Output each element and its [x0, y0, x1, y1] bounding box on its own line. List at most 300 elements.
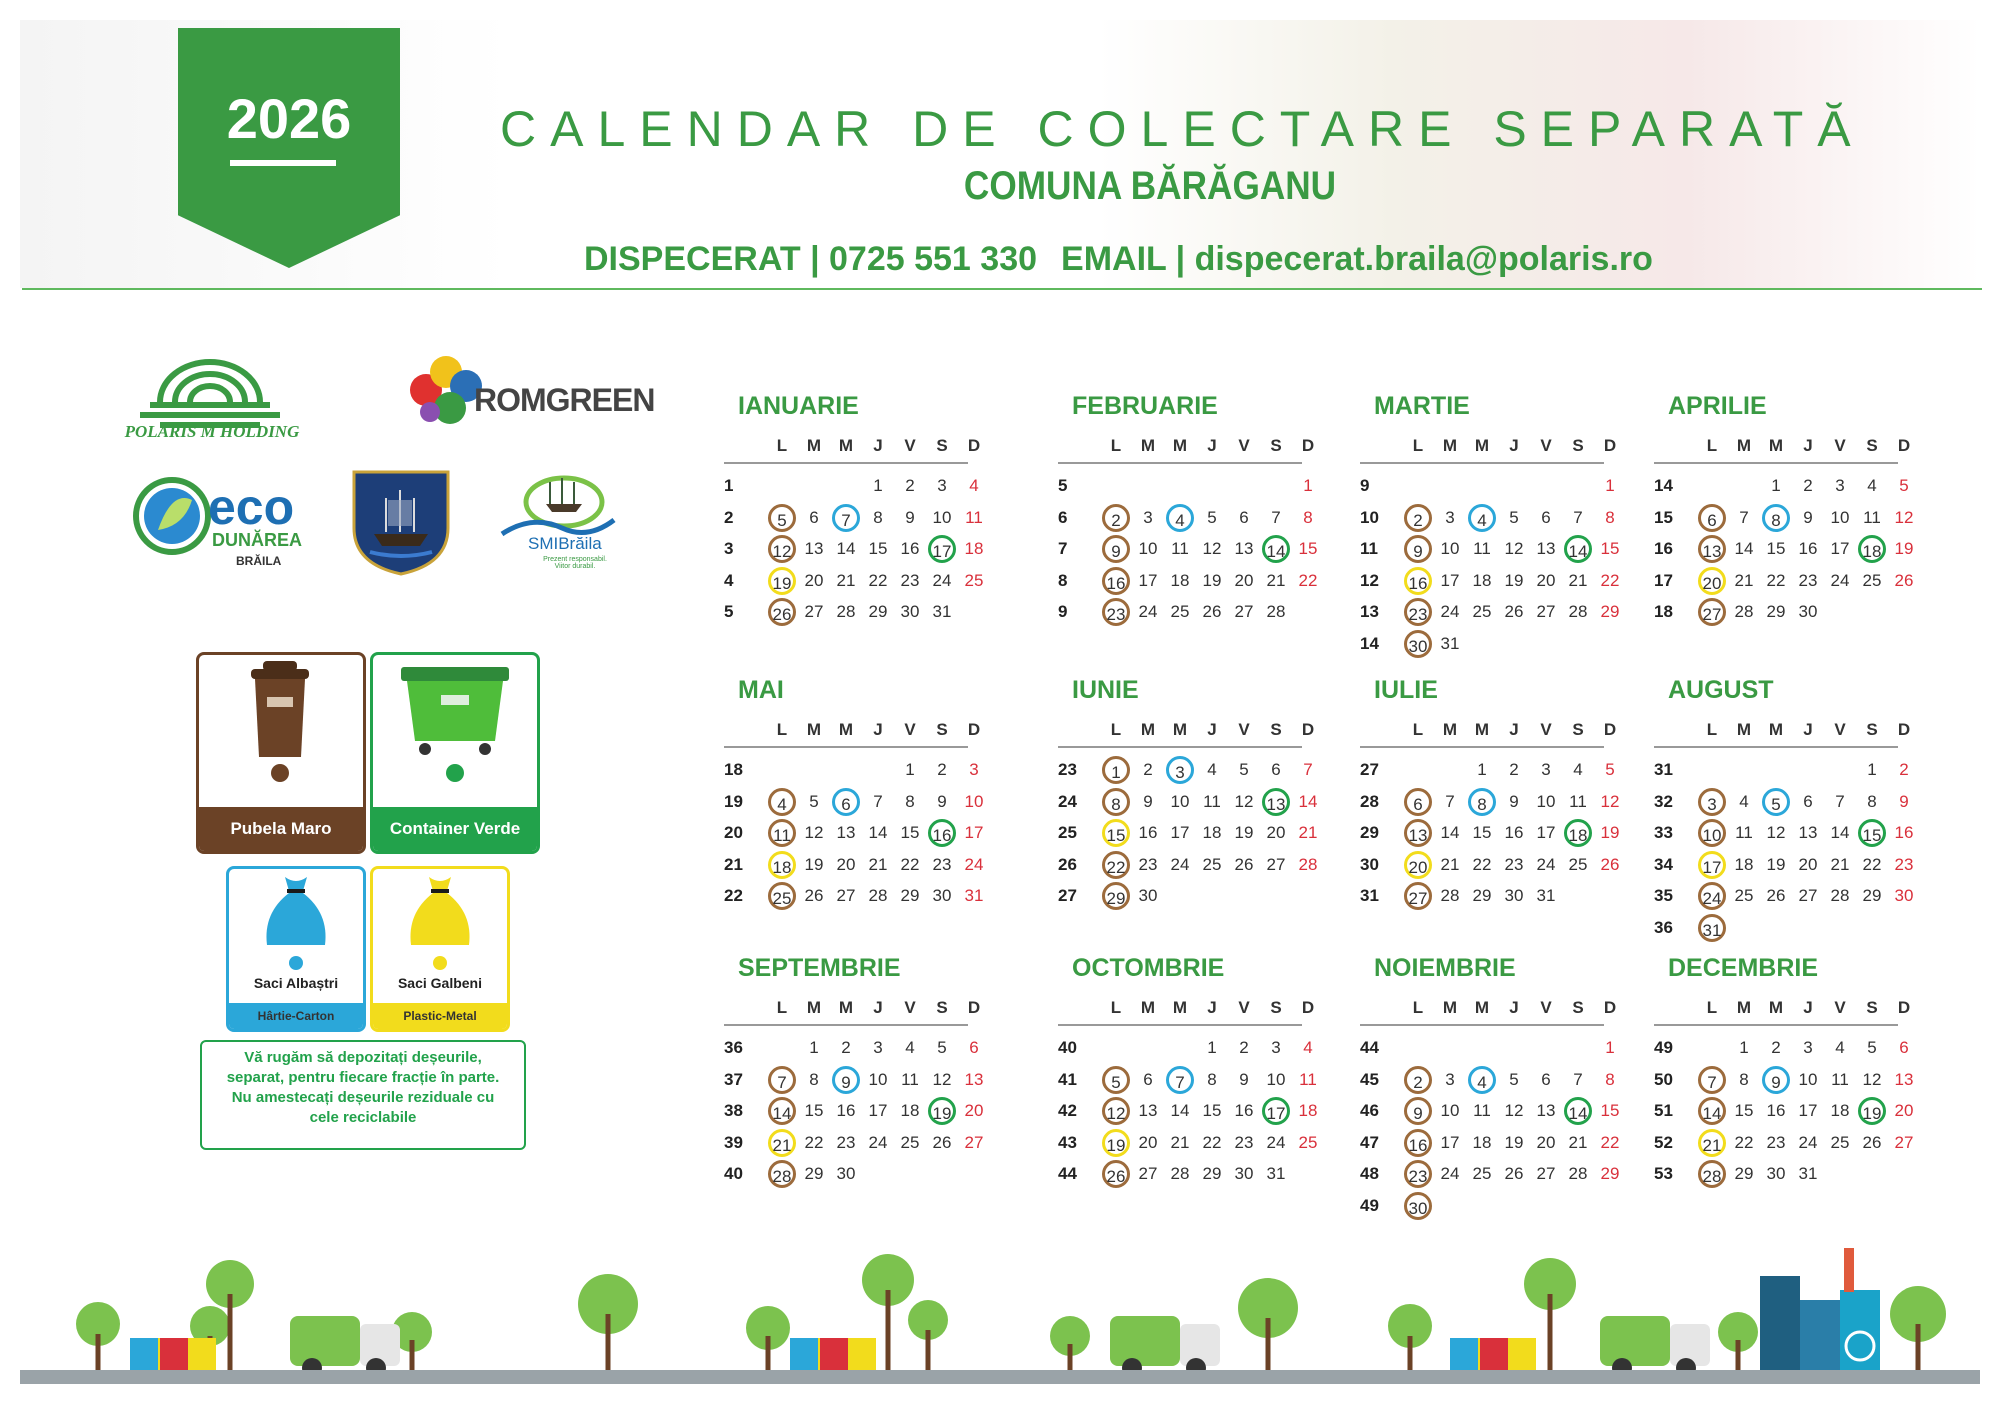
day-cell: 2 — [1239, 1038, 1249, 1057]
day-cell: 1 — [1605, 476, 1615, 495]
collection-day-brown: 12 — [1102, 1097, 1130, 1125]
weekday-label: J — [1803, 998, 1813, 1017]
day-cell: 21 — [1170, 1132, 1190, 1152]
collection-day-brown: 8 — [1102, 788, 1130, 816]
week-number: 34 — [1654, 854, 1673, 874]
day-cell: 9 — [937, 791, 947, 811]
day-cell: 16 — [836, 1101, 856, 1120]
weekday-label: L — [1412, 720, 1424, 739]
day-cell: 10 — [1830, 507, 1850, 527]
day-cell: 31 — [1440, 633, 1460, 653]
day-cell: 7 — [1573, 507, 1583, 527]
week-number: 10 — [1360, 507, 1379, 527]
day-cell: 3 — [969, 760, 979, 779]
day-cell: 14 — [1830, 823, 1850, 842]
collection-day-green: 14 — [1564, 1097, 1592, 1125]
day-cell: 23 — [836, 1132, 856, 1152]
day-cell: 19 — [1234, 823, 1254, 842]
collection-day-brown: 30 — [1404, 630, 1432, 658]
weekday-label: D — [1897, 720, 1911, 739]
day-cell: 3 — [873, 1038, 883, 1057]
week-number: 9 — [1360, 476, 1370, 495]
day-cell: 8 — [1207, 1069, 1217, 1089]
day-cell: 11 — [1473, 539, 1491, 558]
week-number: 9 — [1058, 602, 1068, 621]
day-cell: 20 — [1266, 823, 1286, 842]
month-name: IULIE — [1374, 676, 1438, 704]
week-number: 11 — [1360, 539, 1378, 558]
day-cell: 14 — [1440, 823, 1460, 842]
collection-day-brown: 5 — [768, 504, 796, 532]
collection-day-brown: 10 — [1698, 819, 1726, 847]
collection-day-brown: 26 — [1102, 1160, 1130, 1188]
weekday-label: J — [1803, 436, 1813, 455]
day-cell: 15 — [1734, 1101, 1754, 1120]
collection-day-green: 19 — [1858, 1097, 1886, 1125]
collection-day-brown: 31 — [1698, 914, 1726, 942]
week-number: 8 — [1058, 570, 1068, 590]
day-cell: 23 — [900, 570, 920, 590]
day-cell: 22 — [1862, 854, 1882, 874]
week-number: 44 — [1058, 1164, 1077, 1183]
day-cell: 22 — [1766, 570, 1786, 590]
day-cell: 18 — [1472, 1132, 1492, 1152]
weekday-label: J — [1509, 998, 1519, 1017]
day-cell: 12 — [1862, 1069, 1882, 1089]
weekday-label: S — [1572, 720, 1584, 739]
day-cell: 15 — [868, 539, 888, 558]
day-cell: 31 — [1536, 886, 1556, 905]
day-cell: 22 — [1298, 570, 1318, 590]
weekday-label: M — [1474, 998, 1490, 1017]
day-cell: 15 — [1600, 1101, 1620, 1120]
day-cell: 26 — [932, 1132, 952, 1152]
weekday-label: V — [1238, 720, 1250, 739]
weekday-label: J — [1803, 720, 1813, 739]
day-cell: 15 — [1600, 539, 1620, 558]
collection-day-blue: 8 — [1762, 504, 1790, 532]
day-cell: 27 — [1138, 1164, 1158, 1183]
romgreen-logo-text: ROMGREEN — [474, 382, 655, 418]
collection-day-brown: 9 — [1404, 535, 1432, 563]
day-cell: 12 — [1600, 791, 1620, 811]
day-cell: 31 — [932, 602, 952, 621]
collection-day-brown: 9 — [1102, 535, 1130, 563]
collection-day-yellow: 17 — [1698, 851, 1726, 879]
day-cell: 2 — [841, 1038, 851, 1057]
day-cell: 25 — [900, 1132, 920, 1152]
day-cell: 10 — [964, 791, 984, 811]
smi-logo-text: SMIBrăila — [528, 534, 602, 553]
day-cell: 12 — [1234, 791, 1254, 811]
day-cell: 4 — [905, 1038, 915, 1057]
header-rule — [724, 1024, 968, 1026]
day-cell: 28 — [868, 886, 888, 905]
day-cell: 15 — [804, 1101, 824, 1120]
day-cell: 11 — [1203, 791, 1221, 811]
page-title: CALENDAR DE COLECTARE SEPARATĂ — [500, 101, 1865, 157]
day-cell: 9 — [1899, 791, 1909, 811]
collection-day-brown: 2 — [1102, 504, 1130, 532]
day-cell: 24 — [1170, 854, 1190, 874]
weekday-label: M — [1474, 436, 1490, 455]
day-cell: 11 — [1863, 507, 1881, 527]
weekday-label: J — [873, 720, 883, 739]
collection-day-blue: 3 — [1166, 756, 1194, 784]
collection-day-brown: 30 — [1404, 1192, 1432, 1220]
day-cell: 26 — [1862, 1132, 1882, 1152]
day-cell: 27 — [804, 602, 824, 621]
day-cell: 21 — [836, 570, 856, 590]
week-number: 49 — [1654, 1038, 1673, 1057]
day-cell: 15 — [900, 823, 920, 842]
weekday-label: M — [806, 436, 822, 455]
month-name: IUNIE — [1072, 676, 1139, 704]
day-cell: 27 — [1266, 854, 1286, 874]
collection-day-brown: 28 — [768, 1160, 796, 1188]
weekday-label: S — [1866, 436, 1878, 455]
day-cell: 17 — [1170, 823, 1190, 842]
weekday-label: M — [806, 998, 822, 1017]
collection-day-brown: 16 — [1102, 567, 1130, 595]
day-cell: 21 — [1568, 570, 1588, 590]
day-cell: 10 — [1440, 1101, 1460, 1120]
collection-day-brown: 5 — [1102, 1066, 1130, 1094]
day-cell: 11 — [965, 507, 983, 527]
header-rule — [1058, 1024, 1302, 1026]
day-cell: 10 — [868, 1069, 888, 1089]
day-cell: 18 — [1298, 1101, 1318, 1120]
day-cell: 13 — [1234, 539, 1254, 558]
dispatch-phone[interactable]: DISPECERAT | 0725 551 330 — [584, 240, 1038, 278]
day-cell: 13 — [1536, 539, 1556, 558]
day-cell: 2 — [905, 476, 915, 495]
week-number: 13 — [1360, 602, 1379, 621]
weekday-label: M — [1442, 436, 1458, 455]
day-cell: 10 — [1798, 1069, 1818, 1089]
collection-day-green: 15 — [1858, 819, 1886, 847]
week-number: 53 — [1654, 1164, 1673, 1183]
green-container-card — [370, 652, 540, 854]
day-cell: 23 — [1766, 1132, 1786, 1152]
day-cell: 11 — [901, 1069, 919, 1089]
weekday-label: V — [1834, 436, 1846, 455]
collection-day-brown: 13 — [1404, 819, 1432, 847]
week-number: 40 — [1058, 1038, 1077, 1057]
month-name: SEPTEMBRIE — [738, 954, 901, 982]
day-cell: 1 — [1303, 476, 1313, 495]
weekday-label: M — [1768, 720, 1784, 739]
weekday-label: V — [1238, 436, 1250, 455]
day-cell: 25 — [1298, 1132, 1318, 1152]
collection-day-yellow: 20 — [1404, 851, 1432, 879]
day-cell: 20 — [1234, 570, 1254, 590]
day-cell: 2 — [1509, 760, 1519, 779]
weekday-label: S — [1270, 720, 1282, 739]
week-number: 5 — [724, 602, 734, 621]
day-cell: 5 — [1509, 507, 1519, 527]
weekday-label: J — [1207, 998, 1217, 1017]
eco-logo-city: BRĂILA — [236, 554, 282, 568]
brown-bin-label: Pubela Maro — [199, 807, 363, 851]
day-cell: 1 — [809, 1038, 819, 1057]
day-cell: 8 — [1605, 1069, 1615, 1089]
day-cell: 3 — [1803, 1038, 1813, 1057]
collection-day-brown: 13 — [1698, 535, 1726, 563]
day-cell: 12 — [932, 1069, 952, 1089]
day-cell: 22 — [1734, 1132, 1754, 1152]
week-number: 43 — [1058, 1132, 1077, 1152]
day-cell: 20 — [964, 1101, 984, 1120]
week-number: 20 — [724, 823, 743, 842]
month-name: MAI — [738, 676, 784, 704]
weekday-label: M — [1736, 720, 1752, 739]
weekday-label: M — [1140, 436, 1156, 455]
week-number: 36 — [1654, 917, 1673, 937]
collection-day-yellow: 21 — [1698, 1129, 1726, 1157]
weekday-label: S — [936, 720, 948, 739]
day-cell: 10 — [1266, 1069, 1286, 1089]
yellow-bag-title: Saci Galbeni — [397, 975, 483, 991]
week-number: 44 — [1360, 1038, 1379, 1057]
day-cell: 24 — [1138, 602, 1158, 621]
day-cell: 25 — [1568, 854, 1588, 874]
weekday-label: S — [1270, 436, 1282, 455]
day-cell: 19 — [1600, 823, 1620, 842]
day-cell: 3 — [1445, 507, 1455, 527]
day-cell: 13 — [804, 539, 824, 558]
day-cell: 26 — [1600, 854, 1620, 874]
day-cell: 7 — [1739, 507, 1749, 527]
day-cell: 28 — [836, 602, 856, 621]
collection-day-blue: 7 — [1166, 1066, 1194, 1094]
weekday-label: V — [1834, 998, 1846, 1017]
day-cell: 21 — [1266, 570, 1286, 590]
collection-day-brown: 2 — [1404, 504, 1432, 532]
day-cell: 25 — [1862, 570, 1882, 590]
header-rule — [1654, 746, 1898, 748]
collection-day-brown: 23 — [1404, 1160, 1432, 1188]
header-rule — [1654, 1024, 1898, 1026]
collection-day-green: 19 — [928, 1097, 956, 1125]
county-coat-of-arms-icon — [350, 468, 452, 576]
dispatch-email[interactable]: EMAIL | dispecerat.braila@polaris.ro — [1061, 240, 1653, 278]
day-cell: 5 — [1207, 507, 1217, 527]
blue-bag-title: Saci Albaștri — [253, 975, 339, 991]
day-cell: 18 — [1734, 854, 1754, 874]
day-cell: 22 — [1600, 1132, 1620, 1152]
week-number: 40 — [724, 1164, 743, 1183]
day-cell: 16 — [1894, 823, 1914, 842]
header-rule — [1058, 462, 1302, 464]
collection-day-brown: 24 — [1698, 882, 1726, 910]
day-cell: 13 — [1798, 823, 1818, 842]
blue-bag-icon — [259, 873, 333, 973]
weekday-label: S — [1866, 998, 1878, 1017]
day-cell: 13 — [1536, 1101, 1556, 1120]
day-cell: 4 — [1573, 760, 1583, 779]
day-cell: 16 — [1798, 539, 1818, 558]
day-cell: 13 — [1894, 1069, 1914, 1089]
bottom-illustration-icon — [20, 1240, 1980, 1380]
weekday-label: L — [1706, 436, 1718, 455]
weekday-label: V — [1540, 436, 1552, 455]
ground-strip — [20, 1370, 1980, 1384]
day-cell: 21 — [1734, 570, 1754, 590]
day-cell: 4 — [1835, 1038, 1845, 1057]
weekday-label: S — [1572, 436, 1584, 455]
collection-day-brown: 27 — [1404, 882, 1432, 910]
weekday-label: D — [1301, 720, 1315, 739]
day-cell: 29 — [1202, 1164, 1222, 1183]
day-cell: 6 — [809, 507, 819, 527]
day-cell: 17 — [1536, 823, 1556, 842]
day-cell: 2 — [1143, 760, 1153, 779]
day-cell: 22 — [1600, 570, 1620, 590]
day-cell: 29 — [804, 1164, 824, 1183]
collection-day-yellow: 19 — [768, 567, 796, 595]
week-number: 18 — [724, 760, 743, 779]
day-cell: 20 — [836, 854, 856, 874]
eco-logo-text: eco — [208, 479, 295, 535]
day-cell: 15 — [1202, 1101, 1222, 1120]
day-cell: 22 — [1472, 854, 1492, 874]
day-cell: 27 — [1798, 886, 1818, 905]
day-cell: 18 — [1472, 570, 1492, 590]
collection-day-brown: 14 — [768, 1097, 796, 1125]
day-cell: 26 — [1894, 570, 1914, 590]
month-name: AUGUST — [1668, 676, 1774, 704]
day-cell: 12 — [1504, 539, 1524, 558]
day-cell: 17 — [1138, 570, 1158, 590]
day-cell: 12 — [1894, 507, 1914, 527]
collection-day-brown: 11 — [768, 819, 796, 847]
green-container-label: Container Verde — [373, 807, 537, 851]
day-cell: 31 — [1798, 1164, 1818, 1183]
week-number: 52 — [1654, 1132, 1673, 1152]
weekday-label: L — [776, 998, 788, 1017]
yellow-bag-card — [370, 866, 510, 1032]
weekday-label: L — [1706, 720, 1718, 739]
polaris-logo-text: POLARIS M HOLDING — [124, 422, 300, 441]
weekday-label: M — [1736, 436, 1752, 455]
day-cell: 15 — [1472, 823, 1492, 842]
collection-day-yellow: 15 — [1102, 819, 1130, 847]
weekday-label: L — [1110, 436, 1122, 455]
day-cell: 23 — [1894, 854, 1914, 874]
weekday-label: V — [1540, 998, 1552, 1017]
day-cell: 17 — [1440, 1132, 1460, 1152]
collection-day-blue: 4 — [1468, 1066, 1496, 1094]
day-cell: 17 — [868, 1101, 888, 1120]
day-cell: 26 — [804, 886, 824, 905]
collection-day-brown: 6 — [1404, 788, 1432, 816]
day-cell: 11 — [1299, 1069, 1317, 1089]
week-number: 4 — [724, 570, 734, 590]
weekday-label: V — [1540, 720, 1552, 739]
day-cell: 10 — [1536, 791, 1556, 811]
day-cell: 21 — [1298, 823, 1318, 842]
weekday-label: M — [1140, 998, 1156, 1017]
weekday-label: D — [1897, 998, 1911, 1017]
collection-day-brown: 1 — [1102, 756, 1130, 784]
day-cell: 17 — [1440, 570, 1460, 590]
weekday-label: L — [776, 720, 788, 739]
day-cell: 11 — [1569, 791, 1587, 811]
header-rule — [724, 462, 968, 464]
month-name: OCTOMBRIE — [1072, 954, 1225, 982]
month-name: NOIEMBRIE — [1374, 954, 1516, 982]
month-name: MARTIE — [1374, 392, 1470, 420]
week-number: 7 — [1058, 539, 1068, 558]
week-number: 26 — [1058, 854, 1077, 874]
collection-day-green: 13 — [1262, 788, 1290, 816]
week-number: 5 — [1058, 476, 1068, 495]
week-number: 31 — [1360, 886, 1379, 905]
week-number: 39 — [724, 1132, 743, 1152]
day-cell: 19 — [1504, 570, 1524, 590]
weekday-label: S — [1270, 998, 1282, 1017]
day-cell: 21 — [1830, 854, 1850, 874]
collection-day-green: 18 — [1564, 819, 1592, 847]
day-cell: 27 — [1894, 1132, 1914, 1152]
month-name: FEBRUARIE — [1072, 392, 1218, 420]
day-cell: 11 — [1171, 539, 1189, 558]
day-cell: 6 — [1271, 760, 1281, 779]
week-number: 47 — [1360, 1132, 1379, 1152]
weekday-label: M — [1140, 720, 1156, 739]
weekday-label: V — [904, 998, 916, 1017]
week-number: 32 — [1654, 791, 1673, 811]
day-cell: 22 — [868, 570, 888, 590]
day-cell: 7 — [1445, 791, 1455, 811]
week-number: 19 — [724, 791, 743, 811]
collection-day-blue: 7 — [832, 504, 860, 532]
day-cell: 30 — [1234, 1164, 1254, 1183]
collection-day-brown: 23 — [1102, 598, 1130, 626]
header-rule — [1654, 462, 1898, 464]
day-cell: 29 — [1766, 602, 1786, 621]
week-number: 2 — [724, 507, 734, 527]
weekday-label: M — [1442, 720, 1458, 739]
header-divider — [22, 288, 1982, 290]
day-cell: 19 — [1894, 539, 1914, 558]
year-text: 2026 — [226, 87, 352, 150]
day-cell: 13 — [964, 1069, 984, 1089]
day-cell: 27 — [1234, 602, 1254, 621]
day-cell: 6 — [1541, 507, 1551, 527]
weekday-label: M — [1736, 998, 1752, 1017]
day-cell: 17 — [1830, 539, 1850, 558]
day-cell: 7 — [1271, 507, 1281, 527]
week-number: 42 — [1058, 1101, 1077, 1120]
weekday-label: D — [967, 998, 981, 1017]
day-cell: 24 — [1830, 570, 1850, 590]
brown-bin-icon — [245, 661, 315, 783]
day-cell: 22 — [900, 854, 920, 874]
collection-day-blue: 6 — [832, 788, 860, 816]
day-cell: 19 — [1504, 1132, 1524, 1152]
day-cell: 10 — [1440, 539, 1460, 558]
weekday-label: D — [1603, 720, 1617, 739]
day-cell: 25 — [1170, 602, 1190, 621]
day-cell: 27 — [1536, 1164, 1556, 1183]
week-number: 12 — [1360, 570, 1379, 590]
weekday-label: D — [1603, 436, 1617, 455]
week-number: 38 — [724, 1101, 743, 1120]
week-number: 49 — [1360, 1195, 1379, 1215]
day-cell: 15 — [1766, 539, 1786, 558]
